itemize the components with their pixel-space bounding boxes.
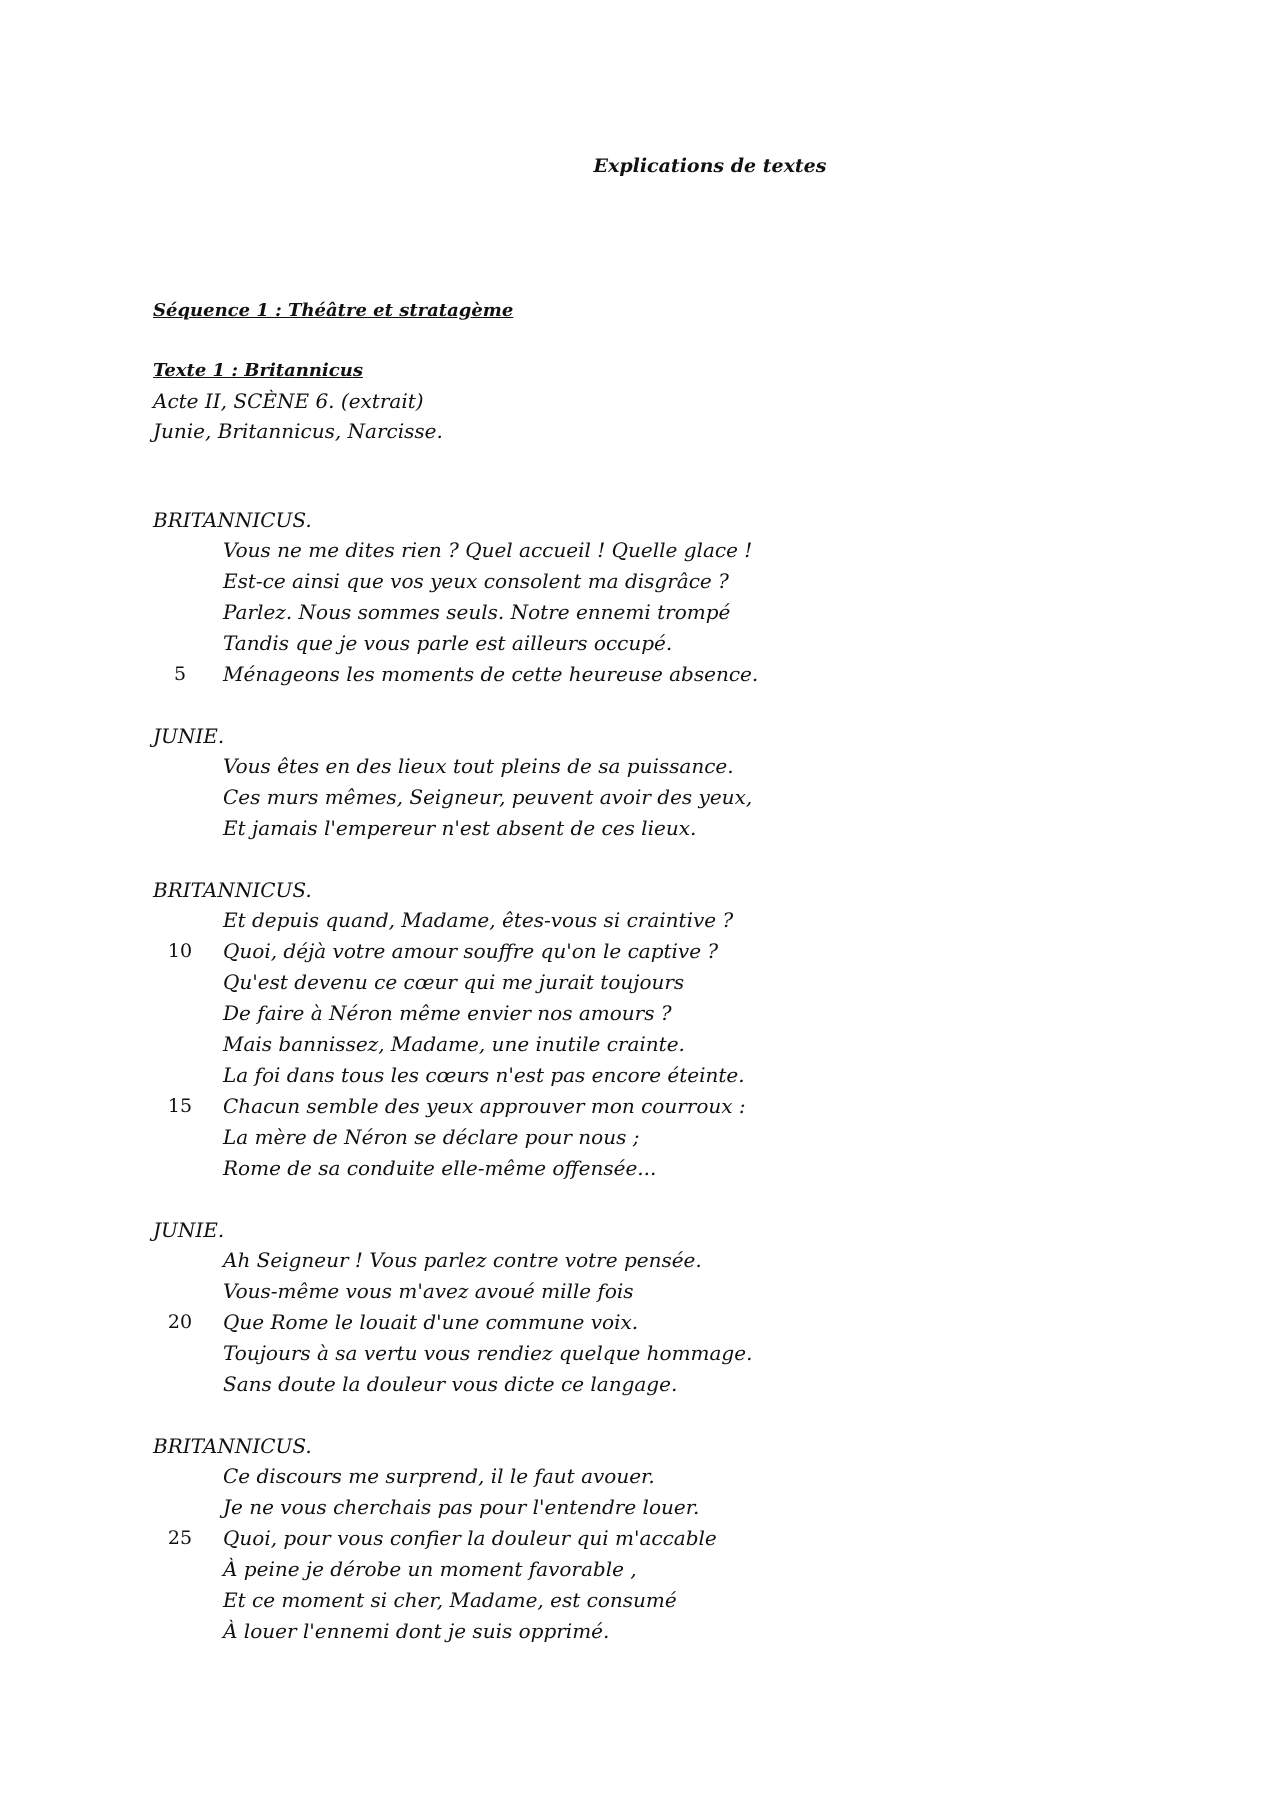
- line-number: 10: [167, 940, 193, 962]
- verse-text: Ah Seigneur ! Vous parlez contre votre pensée.: [223, 1248, 702, 1272]
- verse-text: Et jamais l'empereur n'est absent de ces lieux.: [223, 816, 697, 840]
- verse-text: Toujours à sa vertu vous rendiez quelque hommage.: [223, 1341, 753, 1365]
- verse-line: [153, 597, 1153, 628]
- verse-line: [153, 998, 1153, 1029]
- verse-text: Quoi, déjà votre amour souffre qu'on le captive ?: [223, 939, 719, 963]
- document-title: Explications de textes: [593, 155, 827, 177]
- speaker-name: JUNIE.: [153, 724, 225, 748]
- verse-text: Chacun semble des yeux approuver mon courroux :: [223, 1094, 746, 1118]
- verse-text: Et ce moment si cher, Madame, est consumé: [223, 1588, 677, 1612]
- verse-line: [153, 813, 1153, 844]
- verse-line: [153, 1554, 1153, 1585]
- text-header: [153, 356, 443, 446]
- characters-list: Junie, Britannicus, Narcisse.: [153, 419, 443, 443]
- verse-line: [153, 1523, 1153, 1554]
- line-number: 25: [167, 1527, 193, 1549]
- verse-line: [153, 1585, 1153, 1616]
- play-extract: [153, 505, 1153, 1647]
- verse-line: [153, 1029, 1153, 1060]
- verse-line: [153, 1122, 1153, 1153]
- act-scene: Acte II, SCÈNE 6. (extrait): [153, 389, 424, 413]
- verse-line: [153, 566, 1153, 597]
- verse-line: [153, 1307, 1153, 1338]
- verse-text: Vous-même vous m'avez avoué mille fois: [223, 1279, 634, 1303]
- verse-text: Rome de sa conduite elle-même offensée...: [223, 1156, 657, 1180]
- speaker-name: JUNIE.: [153, 1218, 225, 1242]
- verse-text: Sans doute la douleur vous dicte ce langage.: [223, 1372, 678, 1396]
- speaker-name: BRITANNICUS.: [153, 1434, 312, 1458]
- verse-line: [153, 1461, 1153, 1492]
- verse-line: [153, 1153, 1153, 1184]
- verse-text: Quoi, pour vous confier la douleur qui m'accable: [223, 1526, 717, 1550]
- verse-line: [153, 659, 1153, 690]
- verse-text: Vous ne me dites rien ? Quel accueil ! Quelle glace !: [223, 538, 753, 562]
- verse-line: [153, 628, 1153, 659]
- line-number: 20: [167, 1311, 193, 1333]
- block-gap: [153, 1400, 1153, 1431]
- texte-label: Texte 1 : Britannicus: [153, 360, 363, 381]
- verse-line: [153, 535, 1153, 566]
- verse-text: Est-ce ainsi que vos yeux consolent ma disgrâce ?: [223, 569, 729, 593]
- verse-line: [153, 905, 1153, 936]
- verse-text: À louer l'ennemi dont je suis opprimé.: [223, 1619, 610, 1643]
- verse-text: À peine je dérobe un moment favorable ,: [223, 1557, 637, 1581]
- verse-line: [153, 782, 1153, 813]
- sequence-heading: Séquence 1 : Théâtre et stratagème: [153, 300, 514, 321]
- verse-text: Tandis que je vous parle est ailleurs occupé.: [223, 631, 673, 655]
- line-number: 15: [167, 1095, 193, 1117]
- verse-text: Je ne vous cherchais pas pour l'entendre louer.: [223, 1495, 700, 1519]
- verse-line: [153, 936, 1153, 967]
- verse-text: Vous êtes en des lieux tout pleins de sa puissance.: [223, 754, 734, 778]
- verse-line: [153, 1091, 1153, 1122]
- block-gap: [153, 1184, 1153, 1215]
- verse-text: Ces murs mêmes, Seigneur, peuvent avoir des yeux,: [223, 785, 753, 809]
- verse-line: [153, 1616, 1153, 1647]
- block-gap: [153, 844, 1153, 875]
- verse-text: Parlez. Nous sommes seuls. Notre ennemi trompé: [223, 600, 731, 624]
- verse-text: La mère de Néron se déclare pour nous ;: [223, 1125, 640, 1149]
- verse-line: [153, 1245, 1153, 1276]
- speaker-name: BRITANNICUS.: [153, 878, 312, 902]
- verse-line: [153, 1492, 1153, 1523]
- verse-text: Ménageons les moments de cette heureuse absence.: [223, 662, 759, 686]
- verse-text: Que Rome le louait d'une commune voix.: [223, 1310, 639, 1334]
- verse-line: [153, 1276, 1153, 1307]
- block-gap: [153, 690, 1153, 721]
- verse-text: Et depuis quand, Madame, êtes-vous si craintive ?: [223, 908, 734, 932]
- verse-text: La foi dans tous les cœurs n'est pas encore éteinte.: [223, 1063, 745, 1087]
- verse-text: Ce discours me surprend, il le faut avouer.: [223, 1464, 655, 1488]
- verse-line: [153, 967, 1153, 998]
- verse-line: [153, 1369, 1153, 1400]
- verse-line: [153, 751, 1153, 782]
- verse-line: [153, 1060, 1153, 1091]
- verse-line: [153, 1338, 1153, 1369]
- line-number: 5: [173, 663, 187, 685]
- verse-text: De faire à Néron même envier nos amours ?: [223, 1001, 672, 1025]
- verse-text: Qu'est devenu ce cœur qui me jurait toujours: [223, 970, 685, 994]
- verse-text: Mais bannissez, Madame, une inutile crainte.: [223, 1032, 685, 1056]
- speaker-name: BRITANNICUS.: [153, 508, 312, 532]
